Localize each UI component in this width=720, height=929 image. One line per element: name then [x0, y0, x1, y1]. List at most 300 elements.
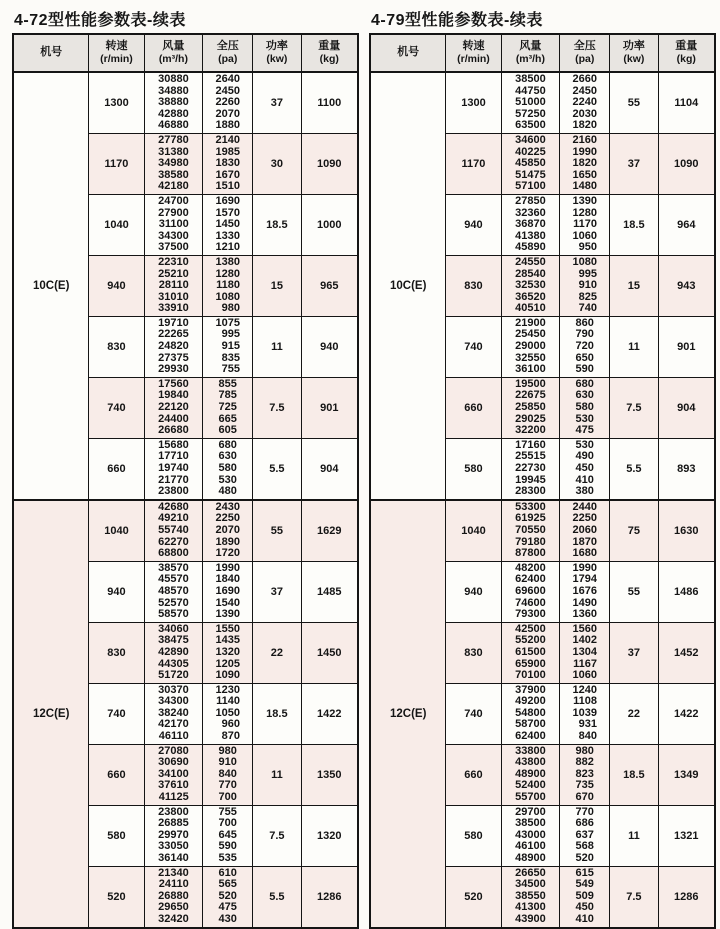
flow-value: 70100: [515, 669, 546, 682]
flow-value: 38240: [158, 706, 189, 719]
pressure-stack-cell: [560, 500, 610, 561]
pressure-value: 700: [218, 817, 237, 830]
column-header-model: 机号: [13, 34, 89, 72]
pressure-stack-cell: [560, 805, 610, 866]
flow-value: 33050: [158, 840, 189, 853]
pressure-stack-cell: [203, 194, 253, 255]
pressure-value: 450: [575, 901, 594, 914]
weight-cell: 1090: [658, 133, 715, 194]
flow-value: 54800: [515, 706, 546, 719]
speed-cell: 1170: [89, 133, 144, 194]
flow-value: 34980: [158, 157, 189, 170]
pressure-value: 490: [575, 450, 594, 463]
pressure-value: 1990: [215, 561, 240, 574]
pressure-value: 1510: [215, 180, 240, 193]
pressure-value: 509: [575, 889, 594, 902]
weight-cell: 893: [658, 438, 715, 499]
flow-value: 24110: [158, 878, 189, 891]
weight-cell: 964: [658, 194, 715, 255]
pressure-value: 630: [218, 450, 237, 463]
pressure-value: 823: [575, 767, 594, 780]
speed-cell: 660: [89, 438, 144, 499]
flow-value: 26680: [158, 424, 189, 437]
flow-stack-cell: [144, 377, 203, 438]
spec-table-block-4-72: [12, 5, 359, 929]
flow-stack-cell: [144, 255, 203, 316]
pressure-value: 1360: [572, 608, 597, 621]
pressure-value: 670: [575, 791, 594, 804]
flow-value: 17160: [515, 438, 546, 451]
flow-stack-cell: [144, 133, 203, 194]
pressure-value: 450: [575, 462, 594, 474]
pressure-value: 870: [221, 730, 240, 743]
pressure-value: 1140: [216, 695, 240, 708]
pressure-value: 931: [578, 718, 597, 731]
power-cell: 37: [610, 622, 658, 683]
flow-value: 29970: [158, 828, 189, 841]
pressure-value: 995: [578, 267, 597, 280]
flow-value: 52400: [515, 779, 546, 792]
pressure-value: 1870: [572, 535, 597, 548]
weight-cell: 904: [658, 377, 715, 438]
pressure-value: 1380: [215, 255, 240, 268]
pressure-value: 840: [218, 767, 237, 780]
flow-value: 42500: [515, 622, 546, 635]
pressure-value: 910: [578, 279, 597, 292]
column-header-pressure: 全压 (pa): [560, 34, 610, 72]
flow-value: 41125: [158, 791, 189, 804]
flow-value: 61500: [515, 645, 546, 658]
weight-cell: 1100: [301, 72, 358, 133]
pressure-value: 680: [218, 438, 237, 451]
power-cell: 37: [253, 72, 301, 133]
pressure-value: 1985: [215, 145, 240, 158]
flow-value: 32420: [158, 912, 189, 925]
weight-cell: 1422: [658, 683, 715, 744]
speed-cell: 660: [446, 744, 501, 805]
power-cell: 5.5: [253, 866, 301, 927]
pressure-value: 610: [218, 866, 237, 879]
weight-cell: 904: [301, 438, 358, 499]
pressure-stack-cell: [560, 316, 610, 377]
pressure-value: 2250: [215, 512, 240, 525]
flow-value: 57100: [515, 180, 546, 193]
flow-value: 32200: [515, 424, 546, 437]
flow-value: 27375: [158, 351, 189, 364]
pressure-value: 1550: [215, 622, 240, 635]
pressure-value: 1167: [573, 657, 597, 670]
speed-group-row: [13, 72, 358, 133]
pressure-value: 1840: [215, 573, 240, 586]
pressure-value: 1330: [215, 229, 240, 242]
power-cell: 18.5: [253, 683, 301, 744]
flow-value: 87800: [515, 547, 546, 560]
model-cell: 12C(E): [370, 500, 446, 928]
table-header: [13, 34, 358, 72]
flow-stack-cell: [501, 500, 560, 561]
flow-value: 24400: [158, 412, 189, 425]
column-header-weight: 重量 (kg): [301, 34, 358, 72]
flow-value: 63500: [515, 119, 546, 132]
flow-stack-cell: [501, 133, 560, 194]
flow-value: 25210: [158, 267, 189, 280]
pressure-value: 665: [218, 412, 237, 425]
flow-value: 34500: [515, 878, 546, 891]
weight-cell: 965: [301, 255, 358, 316]
flow-value: 27080: [158, 744, 189, 757]
pressure-value: 2450: [215, 84, 240, 97]
power-cell: 5.5: [610, 438, 658, 499]
pressure-stack-cell: [560, 438, 610, 499]
pressure-value: 1108: [573, 695, 597, 708]
weight-cell: 1422: [301, 683, 358, 744]
table-body: [13, 72, 358, 928]
flow-value: 21340: [158, 866, 189, 879]
weight-cell: 1321: [658, 805, 715, 866]
flow-value: 42890: [158, 645, 189, 658]
weight-cell: 1090: [301, 133, 358, 194]
flow-value: 38570: [158, 561, 189, 574]
model-cell: 12C(E): [13, 500, 89, 928]
flow-value: 46110: [158, 730, 189, 743]
pressure-value: 530: [218, 473, 237, 486]
pressure-value: 1830: [215, 157, 240, 170]
pressure-value: 980: [221, 302, 240, 315]
model-cell: 10C(E): [370, 72, 446, 500]
flow-value: 23800: [158, 805, 189, 818]
pressure-value: 840: [578, 730, 597, 743]
speed-cell: 1170: [446, 133, 501, 194]
speed-cell: 1040: [89, 194, 144, 255]
table-title-4-72: 4-72型性能参数表-续表: [14, 12, 186, 29]
pressure-value: 720: [575, 340, 594, 353]
pressure-value: 2240: [572, 96, 597, 109]
weight-cell: 1486: [658, 561, 715, 622]
flow-value: 15680: [158, 438, 189, 451]
pressure-value: 686: [575, 817, 594, 830]
flow-value: 41300: [515, 901, 546, 914]
weight-cell: 1349: [658, 744, 715, 805]
pressure-value: 1390: [572, 194, 597, 207]
pressure-value: 755: [221, 363, 240, 376]
flow-value: 33800: [515, 744, 546, 757]
pressure-value: 2430: [215, 500, 240, 513]
flow-value: 49210: [158, 512, 189, 525]
pressure-value: 520: [575, 852, 594, 864]
flow-value: 38500: [515, 73, 546, 85]
flow-value: 24820: [158, 340, 189, 353]
pressure-value: 1650: [572, 168, 597, 181]
pressure-stack-cell: [203, 133, 253, 194]
pressure-value: 1230: [215, 683, 240, 696]
power-cell: 55: [610, 72, 658, 133]
flow-value: 19710: [158, 316, 189, 329]
performance-table-4-72: [12, 33, 359, 929]
spec-table-block-4-79: [369, 5, 716, 929]
pressure-value: 549: [575, 878, 594, 891]
flow-value: 55200: [515, 634, 546, 647]
flow-value: 24550: [515, 255, 546, 268]
pressure-value: 2060: [572, 523, 597, 536]
flow-value: 52570: [158, 596, 189, 609]
pressure-value: 590: [218, 840, 237, 853]
pressure-value: 1390: [215, 608, 240, 621]
pressure-value: 1320: [215, 645, 240, 658]
pressure-value: 1690: [215, 584, 240, 597]
pressure-value: 630: [575, 389, 594, 402]
column-header-flow: 风量 (m³/h): [144, 34, 203, 72]
flow-stack-cell: [501, 438, 560, 499]
pressure-value: 568: [575, 840, 594, 853]
pressure-value: 2030: [572, 107, 597, 120]
pressure-value: 1060: [572, 669, 597, 682]
speed-cell: 830: [89, 316, 144, 377]
pressure-value: 770: [218, 779, 237, 792]
flow-value: 25850: [515, 401, 546, 414]
flow-value: 30880: [158, 73, 189, 85]
pressure-value: 2250: [572, 512, 597, 525]
flow-value: 26880: [158, 889, 189, 902]
power-cell: 22: [610, 683, 658, 744]
column-header-pressure: 全压 (pa): [203, 34, 253, 72]
flow-value: 19840: [158, 389, 189, 402]
pressure-value: 1402: [572, 634, 597, 647]
flow-value: 29025: [515, 412, 546, 425]
pressure-value: 725: [218, 401, 237, 414]
weight-cell: 1286: [658, 866, 715, 927]
weight-cell: 1485: [301, 561, 358, 622]
pressure-stack-cell: [203, 622, 253, 683]
flow-stack-cell: [144, 683, 203, 744]
flow-value: 19500: [515, 377, 546, 390]
pressure-value: 1990: [572, 145, 597, 158]
pressure-value: 995: [221, 328, 240, 341]
flow-stack-cell: [144, 744, 203, 805]
flow-value: 36520: [515, 290, 546, 303]
pressure-stack-cell: [560, 255, 610, 316]
pressure-value: 2440: [572, 500, 597, 513]
weight-cell: 1350: [301, 744, 358, 805]
flow-value: 62400: [515, 730, 546, 743]
speed-group-row: [13, 500, 358, 561]
pressure-value: 615: [575, 866, 594, 879]
flow-value: 23800: [158, 485, 189, 498]
flow-value: 30690: [158, 756, 189, 769]
flow-value: 36870: [515, 218, 546, 231]
flow-value: 32360: [515, 206, 546, 219]
pressure-value: 380: [575, 485, 594, 498]
pressure-value: 770: [575, 805, 594, 818]
speed-cell: 740: [446, 316, 501, 377]
flow-value: 79180: [515, 535, 546, 548]
pressure-value: 650: [575, 351, 594, 364]
pressure-stack-cell: [560, 622, 610, 683]
flow-stack-cell: [144, 805, 203, 866]
power-cell: 18.5: [253, 194, 301, 255]
pressure-stack-cell: [203, 805, 253, 866]
weight-cell: 901: [301, 377, 358, 438]
pressure-stack-cell: [203, 255, 253, 316]
speed-cell: 520: [446, 866, 501, 927]
flow-value: 34600: [515, 133, 546, 146]
flow-value: 37500: [158, 241, 189, 254]
speed-cell: 740: [89, 377, 144, 438]
flow-stack-cell: [501, 377, 560, 438]
power-cell: 11: [610, 316, 658, 377]
flow-value: 68800: [158, 547, 189, 560]
flow-value: 32530: [515, 279, 546, 292]
power-cell: 55: [610, 561, 658, 622]
weight-cell: 940: [301, 316, 358, 377]
pressure-value: 1880: [215, 119, 240, 132]
weight-cell: 1452: [658, 622, 715, 683]
power-cell: 7.5: [253, 377, 301, 438]
pressure-stack-cell: [560, 744, 610, 805]
speed-cell: 660: [446, 377, 501, 438]
flow-value: 34300: [158, 695, 189, 708]
flow-value: 43900: [515, 912, 546, 925]
flow-value: 44305: [158, 657, 189, 670]
flow-stack-cell: [144, 194, 203, 255]
pressure-value: 590: [575, 363, 594, 376]
power-cell: 37: [610, 133, 658, 194]
flow-value: 27900: [158, 206, 189, 219]
table-title-4-79: 4-79型性能参数表-续表: [371, 12, 543, 29]
power-cell: 18.5: [610, 194, 658, 255]
power-cell: 5.5: [253, 438, 301, 499]
column-header-power: 功率 (kw): [253, 34, 301, 72]
power-cell: 30: [253, 133, 301, 194]
pressure-value: 855: [218, 377, 237, 390]
flow-stack-cell: [501, 316, 560, 377]
flow-value: 17710: [158, 450, 189, 463]
pressure-value: 740: [578, 302, 597, 315]
weight-cell: 1450: [301, 622, 358, 683]
flow-value: 46880: [158, 119, 189, 132]
pressure-value: 2070: [215, 523, 240, 536]
pressure-value: 1170: [573, 218, 597, 231]
pressure-value: 1490: [572, 596, 597, 609]
flow-stack-cell: [144, 438, 203, 499]
pressure-value: 860: [575, 316, 594, 329]
flow-value: 29000: [515, 340, 546, 353]
power-cell: 55: [253, 500, 301, 561]
speed-cell: 830: [89, 622, 144, 683]
weight-cell: 901: [658, 316, 715, 377]
pressure-stack-cell: [203, 500, 253, 561]
column-header-power: 功率 (kw): [610, 34, 658, 72]
flow-value: 61925: [515, 512, 546, 525]
pressure-value: 825: [578, 290, 597, 303]
flow-stack-cell: [501, 255, 560, 316]
pressure-value: 565: [218, 878, 237, 891]
pressure-value: 1680: [572, 547, 597, 560]
column-header-weight: 重量 (kg): [658, 34, 715, 72]
flow-value: 40225: [515, 145, 546, 158]
pressure-value: 2660: [572, 73, 597, 85]
flow-value: 21900: [515, 316, 546, 329]
pressure-value: 1560: [572, 622, 597, 635]
column-header-speed: 转速 (r/min): [446, 34, 501, 72]
power-cell: 11: [610, 805, 658, 866]
flow-value: 70550: [515, 523, 546, 536]
flow-value: 65900: [515, 657, 546, 670]
flow-value: 24700: [158, 194, 189, 207]
flow-value: 38580: [158, 168, 189, 181]
flow-stack-cell: [144, 500, 203, 561]
flow-value: 25515: [515, 450, 546, 463]
flow-value: 34060: [158, 622, 189, 635]
pressure-value: 785: [218, 389, 237, 402]
power-cell: 11: [253, 744, 301, 805]
header-row: [370, 34, 715, 72]
pressure-value: 1720: [215, 547, 240, 560]
flow-value: 22265: [158, 328, 189, 341]
pressure-value: 1670: [215, 168, 240, 181]
flow-value: 48200: [515, 561, 546, 574]
flow-value: 48570: [158, 584, 189, 597]
pressure-stack-cell: [203, 561, 253, 622]
flow-stack-cell: [144, 316, 203, 377]
pressure-value: 2450: [572, 84, 597, 97]
flow-value: 29700: [515, 805, 546, 818]
pressure-value: 410: [575, 912, 594, 925]
flow-value: 48900: [515, 767, 546, 780]
pressure-value: 735: [575, 779, 594, 792]
flow-value: 38500: [515, 817, 546, 830]
flow-value: 19945: [515, 473, 546, 486]
pressure-value: 1090: [215, 669, 240, 682]
pressure-value: 2140: [215, 133, 240, 146]
flow-value: 45850: [515, 157, 546, 170]
weight-cell: 1629: [301, 500, 358, 561]
speed-cell: 740: [446, 683, 501, 744]
flow-stack-cell: [501, 866, 560, 927]
flow-stack-cell: [144, 866, 203, 927]
pressure-value: 1570: [215, 206, 240, 219]
flow-stack-cell: [501, 622, 560, 683]
flow-value: 45890: [515, 241, 546, 254]
flow-value: 27850: [515, 194, 546, 207]
pressure-stack-cell: [560, 377, 610, 438]
flow-value: 48900: [515, 852, 546, 864]
pressure-value: 1304: [572, 645, 597, 658]
pressure-value: 1210: [215, 241, 240, 254]
flow-value: 38550: [515, 889, 546, 902]
flow-value: 42880: [158, 107, 189, 120]
table-header: [370, 34, 715, 72]
pressure-value: 580: [575, 401, 594, 414]
power-cell: 7.5: [253, 805, 301, 866]
power-cell: 7.5: [610, 377, 658, 438]
pressure-value: 980: [575, 744, 594, 757]
speed-cell: 740: [89, 683, 144, 744]
model-cell: 10C(E): [13, 72, 89, 500]
flow-stack-cell: [501, 194, 560, 255]
pressure-value: 1075: [215, 316, 240, 329]
weight-cell: 1630: [658, 500, 715, 561]
column-header-model: 机号: [370, 34, 446, 72]
pressure-value: 535: [218, 852, 237, 864]
flow-value: 51000: [515, 96, 546, 109]
flow-value: 51475: [515, 168, 546, 181]
speed-group-row: [370, 72, 715, 133]
column-header-flow: 风量 (m³/h): [501, 34, 560, 72]
pressure-value: 835: [221, 351, 240, 364]
flow-value: 32550: [515, 351, 546, 364]
flow-value: 57250: [515, 107, 546, 120]
flow-value: 22675: [515, 389, 546, 402]
